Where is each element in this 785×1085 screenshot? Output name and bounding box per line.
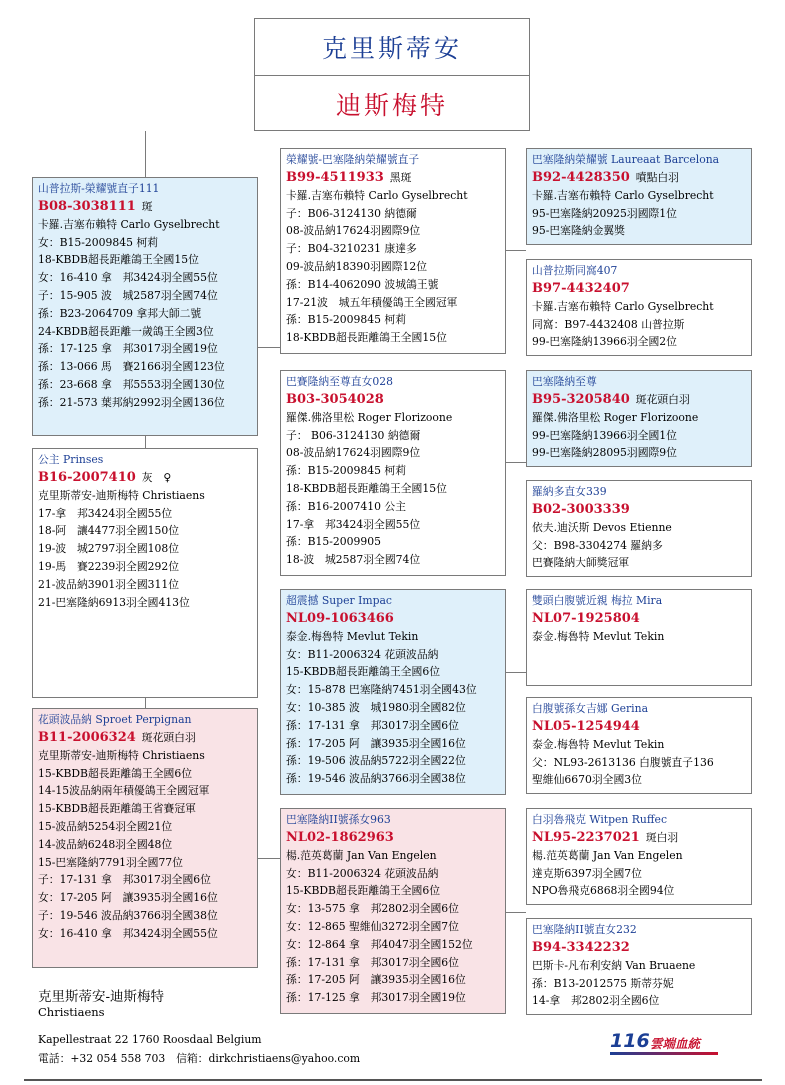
sire-card [32, 177, 258, 436]
footer-breeder-name: 克里斯蒂安-迪斯梅特 [38, 989, 165, 1005]
ring-number [38, 469, 252, 487]
great-grandparent-card-1 [526, 148, 752, 245]
record-line: 達克斯6397羽全國7位 [532, 866, 642, 880]
record-line: 克里斯蒂安-迪斯梅特 Christiaens [38, 748, 205, 762]
connector-line [257, 347, 280, 348]
ring-code: NL95-2237021 [532, 829, 640, 845]
ring-code: B02-3003339 [532, 501, 630, 517]
record-line: 18-阿 讓4477羽全國150位 [38, 524, 180, 538]
record-line: 女：13-575 拿 邦2802羽全國6位 [286, 902, 459, 916]
ring-number [532, 718, 746, 736]
connector-line [145, 131, 146, 177]
record-line: 14-15波品納兩年積優鴿王全國冠軍 [38, 784, 210, 798]
record-line: 巴斯卡-凡布利安納 Van Bruaene [532, 958, 696, 972]
record-line: 21-巴塞隆納6913羽全國413位 [38, 595, 190, 609]
record-line: 卡羅.吉塞布賴特 Carlo Gyselbrecht [286, 188, 468, 202]
ring-number [286, 829, 500, 847]
record-line: 孫：19-546 波品納3766羽全國38位 [286, 772, 466, 786]
pedigree-title: 巴賽隆納至尊直女028 [286, 375, 393, 388]
record-line: 孫：17-205 阿 讓3935羽全國16位 [286, 973, 466, 987]
record-line: 15-KBDB超長距離鴿王全國6位 [38, 766, 193, 780]
ring-number [532, 610, 746, 628]
record-line: 子：15-905 波 城2587羽全國74位 [38, 288, 218, 302]
ring-code: NL09-1063466 [286, 610, 394, 626]
ring-number [532, 280, 746, 298]
record-line: 子：B04-3210231 康達多 [286, 242, 417, 256]
connector-line [506, 912, 526, 913]
pedigree-title: 山普拉斯同窩407 [532, 264, 618, 277]
record-line: 父：B98-3304274 羅納多 [532, 538, 663, 552]
record-line: 17-21波 城五年積優鴿王全國冠軍 [286, 295, 458, 309]
ring-code: B95-3205840 [532, 391, 630, 407]
pedigree-title: 公主 Prinses [38, 453, 104, 466]
ring-color: 斑花頭白羽 [635, 392, 690, 406]
record-line: 羅傑.佛洛里松 Roger Florizoone [286, 410, 453, 424]
record-line: 孫：19-506 波品納5722羽全國22位 [286, 754, 466, 768]
pedigree-title: 雙頭白腹號近親 梅拉 Mira [532, 594, 663, 607]
pedigree-title: 羅納多直女339 [532, 485, 607, 498]
great-grandparent-card-4 [526, 480, 752, 577]
record-line: 15-巴塞隆納7791羽全國77位 [38, 855, 183, 869]
record-line: 女：B15-2009845 柯莉 [38, 235, 159, 249]
record-line: 孫：21-573 葉邦納2992羽全國136位 [38, 395, 225, 409]
grandparent-card-1 [280, 148, 506, 354]
connector-line [145, 697, 146, 708]
pedigree-title: 巴塞隆納榮耀號 Laureaat Barcelona [532, 153, 720, 166]
record-line: 女：B11-2006324 花頭波品納 [286, 866, 439, 880]
record-line: 08-波品納17624羽國際9位 [286, 224, 421, 238]
pedigree-title: 巴塞隆納至尊 [532, 375, 597, 388]
record-line: 女：17-205 阿 讓3935羽全國16位 [38, 891, 218, 905]
record-line: 女：16-410 拿 邦3424羽全國55位 [38, 926, 218, 940]
record-line: 99-巴塞隆納13966羽全國1位 [532, 428, 677, 442]
record-line: 孫：B14-4062090 波城鴿王號 [286, 277, 439, 291]
record-line: 同窩：B97-4432408 山普拉斯 [532, 317, 685, 331]
ring-number [532, 829, 746, 847]
ring-number [38, 198, 252, 216]
connector-line [506, 672, 526, 673]
breeder-last-name: 迪斯梅特 [335, 91, 448, 120]
record-line: 女：16-410 拿 邦3424羽全國55位 [38, 271, 218, 285]
record-line: 孫：17-131 拿 邦3017羽全國6位 [286, 718, 459, 732]
record-line: 子：B06-3124130 納德爾 [286, 206, 417, 220]
footer-contact: 電話：+32 054 558 703 信箱：dirkchristiaens@yahoo.com [38, 1052, 361, 1065]
record-line: 18-KBDB超長距離鴿王全國15位 [286, 331, 447, 345]
ring-number [286, 391, 500, 409]
record-line: 羅傑.佛洛里松 Roger Florizoone [532, 410, 699, 424]
pedigree-title: 花頭波品納 Sproet Perpignan [38, 713, 192, 726]
record-line: 15-波品納5254羽全國21位 [38, 819, 173, 833]
pedigree-title: 榮耀號-巴塞隆納榮耀號直子 [286, 153, 420, 166]
record-line: 孫：B15-2009905 [286, 535, 381, 549]
record-line: 19-波 城2797羽全國108位 [38, 542, 180, 556]
record-line: 楊.范英葛蘭 Jan Van Engelen [286, 848, 437, 862]
ring-color: 灰 ♀ [141, 470, 172, 484]
record-line: 孫：13-066 馬 賽2166羽全國123位 [38, 360, 225, 374]
connector-line [257, 858, 280, 859]
ring-color: 斑白羽 [645, 830, 679, 844]
record-line: 孫：17-125 拿 邦3017羽全國19位 [38, 342, 218, 356]
record-line: 泰金.梅魯特 Mevlut Tekin [532, 629, 665, 643]
record-line: 孫：B23-2064709 拿邦大師二號 [38, 306, 202, 320]
record-line: 卡羅.吉塞布賴特 Carlo Gyselbrecht [532, 188, 714, 202]
record-line: 依夫.迪沃斯 Devos Etienne [532, 520, 672, 534]
logo-underline [610, 1052, 718, 1055]
record-line: 孫：B16-2007410 公主 [286, 499, 407, 513]
ring-color: 黑斑 [389, 170, 412, 184]
record-line: 女：B11-2006324 花頭波品納 [286, 647, 439, 661]
record-line: 子： B06-3124130 納德爾 [286, 428, 421, 442]
record-line: 女：12-865 聖維仙3272羽全國7位 [286, 919, 459, 933]
ring-code: B11-2006324 [38, 729, 136, 745]
ring-number [38, 729, 252, 747]
great-grandparent-card-2 [526, 259, 752, 356]
connector-line [506, 250, 526, 251]
ring-code: B94-3342232 [532, 939, 630, 955]
ring-code: B99-4511933 [286, 169, 384, 185]
footer-breeder-en: Christiaens [38, 1005, 105, 1019]
record-line: 孫：B13-2012575 斯蒂芬妮 [532, 976, 674, 990]
ring-code: B97-4432407 [532, 280, 630, 296]
dam-card [32, 708, 258, 968]
great-grandparent-card-8 [526, 918, 752, 1015]
ring-color: 斑花頭白羽 [141, 730, 196, 744]
ring-color: 噴點白羽 [635, 170, 679, 184]
record-line: 15-KBDB超長距離鴿王全國6位 [286, 884, 441, 898]
connector-line [145, 435, 146, 448]
record-line: 泰金.梅魯特 Mevlut Tekin [286, 629, 419, 643]
record-line: 18-KBDB超長距離鴿王全國15位 [38, 253, 199, 267]
site-logo [610, 1028, 720, 1056]
record-line: 楊.范英葛蘭 Jan Van Engelen [532, 848, 683, 862]
ring-code: B03-3054028 [286, 391, 384, 407]
record-line: 15-KBDB超長距離鴿王全國6位 [286, 665, 441, 679]
ring-number [532, 501, 746, 519]
connector-line [506, 462, 526, 463]
record-line: 克里斯蒂安-迪斯梅特 Christiaens [38, 488, 205, 502]
breeder-first-name: 克里斯蒂安 [255, 19, 529, 76]
record-line: 女：15-878 巴塞隆納7451羽全國43位 [286, 683, 477, 697]
record-line: 19-馬 賽2239羽全國292位 [38, 559, 180, 573]
record-line: 孫：17-131 拿 邦3017羽全國6位 [286, 955, 459, 969]
ring-number [532, 939, 746, 957]
ring-color: 斑 [141, 199, 153, 213]
pedigree-title: 超震撼 Super Impac [286, 594, 392, 607]
pedigree-title: 山普拉斯-榮耀號直子111 [38, 182, 160, 195]
record-line: 女：12-864 拿 邦4047羽全國152位 [286, 937, 473, 951]
record-line: 21-波品納3901羽全國311位 [38, 577, 180, 591]
record-line: 女：10-385 波 城1980羽全國82位 [286, 700, 466, 714]
record-line: 子：19-546 波品納3766羽全國38位 [38, 908, 218, 922]
record-line: 95-巴塞隆納金翼獎 [532, 224, 625, 238]
record-line: 巴賽隆納大師獎冠軍 [532, 556, 630, 570]
record-line: 孫：17-125 拿 邦3017羽全國19位 [286, 991, 466, 1005]
great-grandparent-card-5 [526, 589, 752, 686]
record-line: 14-拿 邦2802羽全國6位 [532, 994, 660, 1008]
record-line: 父：NL93-2613136 白腹號直子136 [532, 755, 714, 769]
great-grandparent-card-3 [526, 370, 752, 467]
record-line: 18-波 城2587羽全國74位 [286, 553, 421, 567]
ring-code: NL02-1862963 [286, 829, 394, 845]
record-line: 99-巴塞隆納28095羽國際9位 [532, 446, 677, 460]
ring-number [286, 610, 500, 628]
pedigree-title: 巴塞隆納II號孫女963 [286, 813, 391, 826]
ring-code: B16-2007410 [38, 469, 136, 485]
record-line: 99-巴塞隆納13966羽全國2位 [532, 335, 677, 349]
logo-number: 116 [610, 1030, 650, 1052]
great-grandparent-card-6 [526, 697, 752, 794]
ring-code: NL05-1254944 [532, 718, 640, 734]
pedigree-title: 白腹號孫女吉娜 Gerina [532, 702, 649, 715]
ring-number [286, 169, 500, 187]
record-line: 17-拿 邦3424羽全國55位 [286, 517, 421, 531]
record-line: 孫：23-668 拿 邦5553羽全國130位 [38, 377, 225, 391]
record-line: 卡羅.吉塞布賴特 Carlo Gyselbrecht [38, 217, 220, 231]
record-line: NPO魯飛克6868羽全國94位 [532, 884, 675, 898]
great-grandparent-card-7 [526, 808, 752, 905]
record-line: 孫：B15-2009845 柯莉 [286, 313, 407, 327]
record-line: 泰金.梅魯特 Mevlut Tekin [532, 737, 665, 751]
record-line: 孫：B15-2009845 柯莉 [286, 464, 407, 478]
bottom-divider [24, 1079, 762, 1081]
record-line: 08-波品納17624羽國際9位 [286, 446, 421, 460]
subject-card [32, 448, 258, 698]
ring-code: NL07-1925804 [532, 610, 640, 626]
ring-code: B92-4428350 [532, 169, 630, 185]
pedigree-title: 巴塞隆納II號直女232 [532, 923, 637, 936]
record-line: 24-KBDB超長距離一歲鴿王全國3位 [38, 324, 214, 338]
record-line: 95-巴塞隆納20925羽國際1位 [532, 206, 677, 220]
record-line: 聖維仙6670羽全國3位 [532, 773, 642, 787]
footer-address: Kapellestraat 22 1760 Roosdaal Belgium [38, 1033, 262, 1046]
ring-code: B08-3038111 [38, 198, 136, 214]
record-line: 18-KBDB超長距離鴿王全國15位 [286, 481, 447, 495]
record-line: 15-KBDB超長距離鴿王省賽冠軍 [38, 802, 196, 816]
record-line: 卡羅.吉塞布賴特 Carlo Gyselbrecht [532, 299, 714, 313]
grandparent-card-3 [280, 589, 506, 795]
ring-number [532, 391, 746, 409]
grandparent-card-4 [280, 808, 506, 1014]
pedigree-title: 白羽魯飛克 Witpen Ruffec [532, 813, 667, 826]
ring-number [532, 169, 746, 187]
record-line: 孫：17-205 阿 讓3935羽全國16位 [286, 736, 466, 750]
record-line: 17-拿 邦3424羽全國55位 [38, 506, 173, 520]
record-line: 09-波品納18390羽國際12位 [286, 259, 428, 273]
record-line: 子：17-131 拿 邦3017羽全國6位 [38, 873, 211, 887]
breeder-name-box [254, 18, 530, 131]
grandparent-card-2 [280, 370, 506, 576]
logo-text: 雲端血統 [650, 1036, 701, 1051]
record-line: 14-波品納6248羽全國48位 [38, 837, 173, 851]
